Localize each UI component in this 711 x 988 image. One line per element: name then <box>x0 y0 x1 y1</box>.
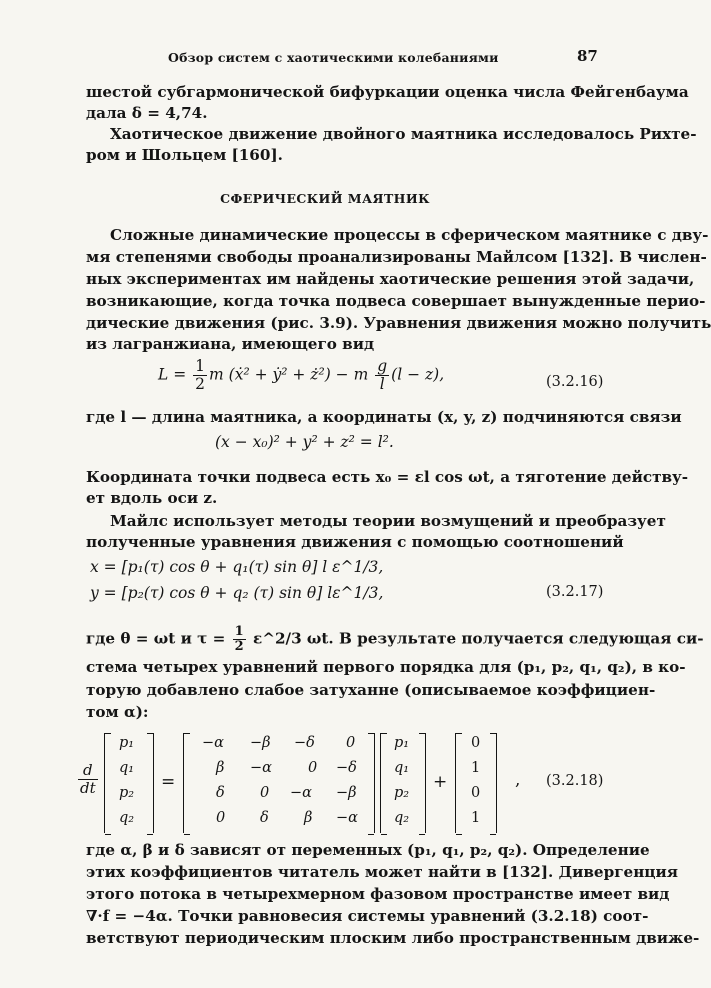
eq-kinetic-term: m (ẋ² + ẏ² + ż²) − m <box>209 365 369 384</box>
comma: , <box>515 770 521 790</box>
paragraph-line: где l — длина маятника, а координаты (x, y, z) подчиняются связи <box>86 408 682 426</box>
fraction-g-over-l: $\frac{g}{l}$ <box>377 357 388 393</box>
paragraph-line: дала δ = 4,74. <box>86 104 208 122</box>
eq-potential-term: (l − z), <box>391 365 445 384</box>
page-number: 87 <box>577 47 598 65</box>
paragraph-line: Координата точки подвеса есть x₀ = εl cos ωt, а тяготение действу- <box>86 468 689 486</box>
state-vector-lhs: p₁ q₁ p₂ q₂ <box>104 733 154 833</box>
equation-number: (3.2.17) <box>546 584 604 600</box>
equation-y-transform: y = [p₂(τ) cos θ + q₂ (τ) sin θ] lε^1/3, <box>90 584 384 602</box>
paragraph-line: этих коэффициентов читатель может найти в [132]. Дивергенция <box>86 863 679 881</box>
paragraph-line: возникающие, когда точка подвеса совершает вынужденные перио- <box>86 292 706 310</box>
paragraph-line: полученные уравнения движения с помощью соотношений <box>86 533 624 551</box>
paragraph-line: ром и Шольцем [160]. <box>86 146 283 164</box>
paragraph-line: торую добавлено слабое затуханне (описываемое коэффициен- <box>86 681 656 699</box>
equation-lagrangian <box>158 358 444 393</box>
paragraph-line: Хаотическое движение двойного маятника исследовалось Рихте- <box>110 125 697 143</box>
paragraph-line: мя степенями свободы проанализированы Майлсом [132]. В числен- <box>86 248 707 266</box>
section-heading: СФЕРИЧЕСКИЙ МАЯТНИК <box>220 191 430 206</box>
equation-constraint: (x − x₀)² + y² + z² = l². <box>215 433 394 451</box>
paragraph-line: ветствуют периодическим плоским либо пространственным движе- <box>86 929 700 947</box>
fraction-half: $\frac{1}{2}$ <box>195 357 206 393</box>
paragraph-line: дические движения (рис. 3.9). Уравнения движения можно получить <box>86 314 711 332</box>
state-vector-rhs: p₁ q₁ p₂ q₂ <box>380 733 426 833</box>
paragraph-line: из лагранжиана, имеющего вид <box>86 335 375 353</box>
eq-lhs: L = <box>158 365 187 384</box>
running-header: Обзор систем с хаотическими колебаниями <box>168 50 499 65</box>
paragraph-line: Майлс использует методы теории возмущений и преобразует <box>110 512 666 530</box>
paragraph-line: где α, β и δ зависят от переменных (p₁, q₁, p₂, q₂). Определение <box>86 841 650 859</box>
coefficient-matrix: −α −β −δ 0 β −α 0 −δ δ 0 −α −β 0 δ β −α <box>183 733 375 833</box>
paragraph-line: шестой субгармонической бифуркации оценка числа Фейгенбаума <box>86 83 689 101</box>
forcing-vector: 0 1 0 1 <box>455 733 497 833</box>
paragraph-line: этого потока в четырехмерном фазовом пространстве имеет вид <box>86 885 670 903</box>
paragraph-line: ных экспериментах им найдены хаотические решения этой задачи, <box>86 270 695 288</box>
equation-number: (3.2.16) <box>546 374 604 390</box>
paragraph-line: том α): <box>86 703 149 721</box>
derivative-operator: $\frac{d}{dt}$ <box>80 761 96 797</box>
paragraph-line: Сложные динамические процессы в сферическом маятнике с дву- <box>110 226 709 244</box>
paragraph-line: ∇·f = −4α. Точки равновесия системы уравнений (3.2.18) соот- <box>86 907 649 925</box>
paragraph-line: стема четырех уравнений первого порядка для (p₁, p₂, q₁, q₂), в ко- <box>86 658 686 676</box>
paragraph-line-with-fraction: где θ = ωt и τ = $\frac{1}{2}$ ε^2/3 ωt. В результате получается следующая си- <box>86 624 704 654</box>
paragraph-line: ет вдоль оси z. <box>86 489 218 507</box>
equals-sign: = <box>161 772 176 792</box>
equation-x-transform: x = [p₁(τ) cos θ + q₁(τ) sin θ] l ε^1/3, <box>90 558 384 576</box>
equation-number: (3.2.18) <box>546 773 604 789</box>
fraction-half-inline: $\frac{1}{2}$ <box>234 624 244 654</box>
plus-sign: + <box>433 772 448 792</box>
